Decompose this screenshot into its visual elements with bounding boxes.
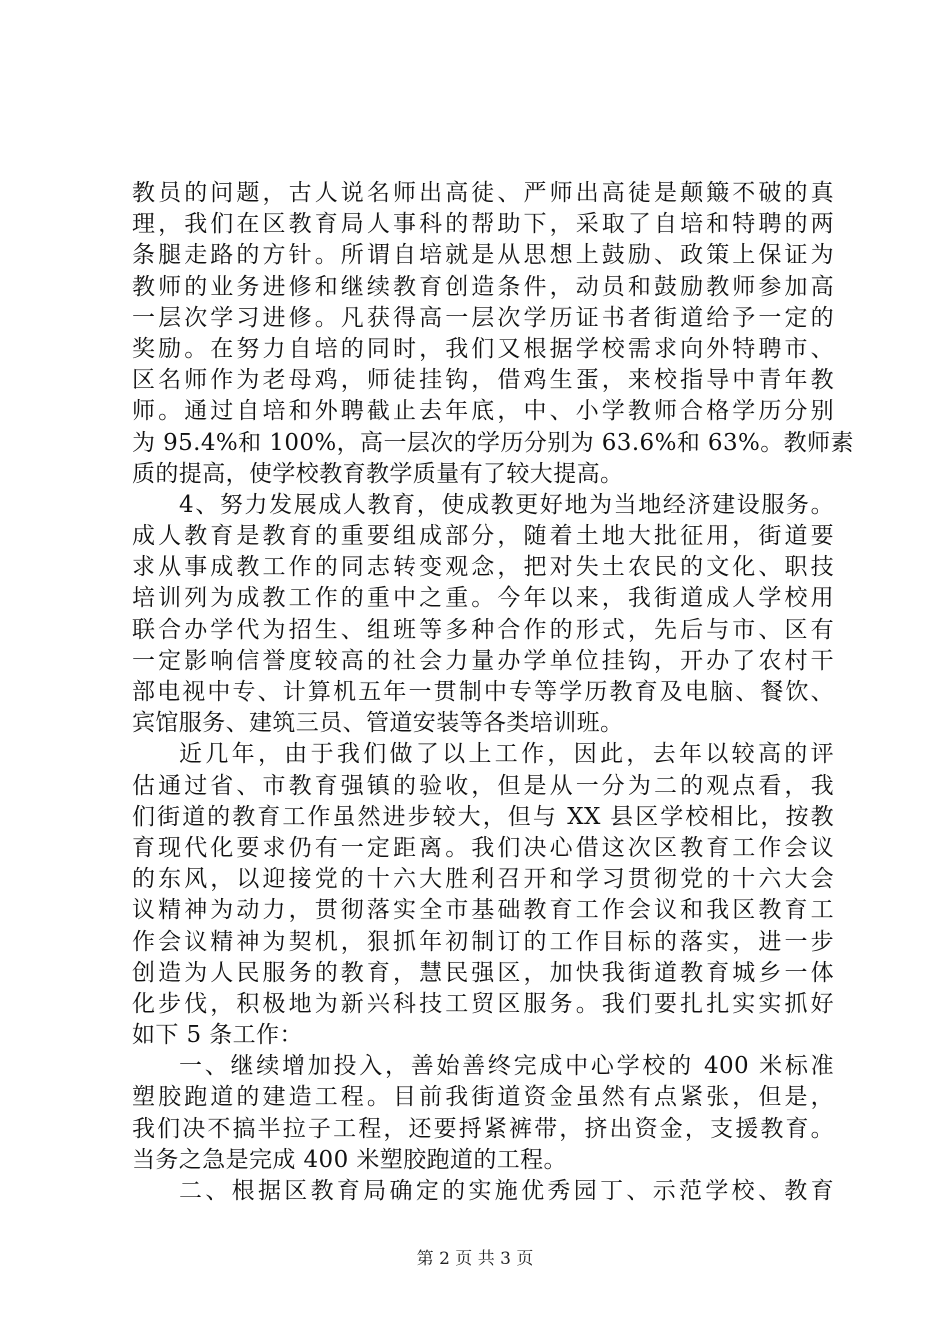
text-line: 塑胶跑道的建造工程。目前我街道资金虽然有点紧张，但是， bbox=[132, 1084, 834, 1111]
text-line: 如下 5 条工作： bbox=[132, 1022, 303, 1049]
text-line: 条腿走路的方针。所谓自培就是从思想上鼓励、政策上保证为 bbox=[132, 242, 834, 269]
text-line: 奖励。在努力自培的同时，我们又根据学校需求向外特聘市、 bbox=[132, 335, 834, 362]
text-line: 为 95.4%和 100%，高一层次的学历分别为 63.6%和 63%。教师素 bbox=[132, 429, 854, 456]
text-line: 4、努力发展成人教育，使成教更好地为当地经济建设服务。 bbox=[179, 491, 834, 518]
text-line: 师。通过自培和外聘截止去年底，中、小学教师合格学历分别 bbox=[132, 398, 834, 425]
text-line: 作会议精神为契机，狠抓年初制订的工作目标的落实，进一步 bbox=[132, 928, 834, 955]
text-line: 一定影响信誉度较高的社会力量办学单位挂钩，开办了农村干 bbox=[132, 647, 834, 674]
text-line: 区名师作为老母鸡，师徒挂钩，借鸡生蛋，来校指导中青年教 bbox=[132, 367, 834, 394]
text-line: 我们决不搞半拉子工程，还要捋紧裤带，挤出资金，支援教育。 bbox=[132, 1115, 834, 1142]
text-line: 教师的业务进修和继续教育创造条件，动员和鼓励教师参加高 bbox=[132, 273, 834, 300]
text-line: 联合办学代为招生、组班等多种合作的形式，先后与市、区有 bbox=[132, 616, 834, 643]
text-line: 当务之急是完成 400 米塑胶跑道的工程。 bbox=[132, 1146, 567, 1173]
text-line: 创造为人民服务的教育，慧民强区，加快我街道教育城乡一体 bbox=[132, 959, 834, 986]
document-body bbox=[132, 178, 854, 1207]
text-line: 求从事成教工作的同志转变观念，把对失土农民的文化、职技 bbox=[132, 554, 834, 581]
text-line: 一、继续增加投入，善始善终完成中心学校的 400 米标准 bbox=[179, 1053, 834, 1080]
text-line: 二、根据区教育局确定的实施优秀园丁、示范学校、教育 bbox=[179, 1178, 834, 1204]
text-line: 教员的问题，古人说名师出高徒、严师出高徒是颠簸不破的真 bbox=[132, 180, 834, 206]
text-line: 们街道的教育工作虽然进步较大，但与 XX 县区学校相比，按教 bbox=[132, 803, 834, 830]
text-line: 一层次学习进修。凡获得高一层次学历证书者街道给予一定的 bbox=[132, 304, 834, 331]
text-line: 近几年，由于我们做了以上工作，因此，去年以较高的评 bbox=[179, 741, 834, 768]
text-line: 育现代化要求仍有一定距离。我们决心借这次区教育工作会议 bbox=[132, 834, 834, 861]
text-line: 理，我们在区教育局人事科的帮助下，采取了自培和特聘的两 bbox=[132, 211, 834, 238]
text-line: 成人教育是教育的重要组成部分，随着土地大批征用，街道要 bbox=[132, 523, 834, 550]
text-line: 培训列为成教工作的重中之重。今年以来，我街道成人学校用 bbox=[132, 585, 834, 612]
text-line: 质的提高，使学校教育教学质量有了较大提高。 bbox=[132, 460, 624, 487]
page-footer: 第 2 页 共 3 页 bbox=[416, 1249, 534, 1269]
text-line: 估通过省、市教育强镇的验收，但是从一分为二的观点看，我 bbox=[132, 772, 834, 799]
text-line: 部电视中专、计算机五年一贯制中专等学历教育及电脑、餐饮、 bbox=[132, 679, 834, 705]
text-line: 宾馆服务、建筑三员、管道安装等各类培训班。 bbox=[132, 710, 624, 737]
text-line: 化步伐，积极地为新兴科技工贸区服务。我们要扎扎实实抓好 bbox=[132, 990, 834, 1017]
text-line: 议精神为动力，贯彻落实全市基础教育工作会议和我区教育工 bbox=[132, 897, 834, 924]
text-line: 的东风，以迎接党的十六大胜利召开和学习贯彻党的十六大会 bbox=[132, 866, 834, 893]
